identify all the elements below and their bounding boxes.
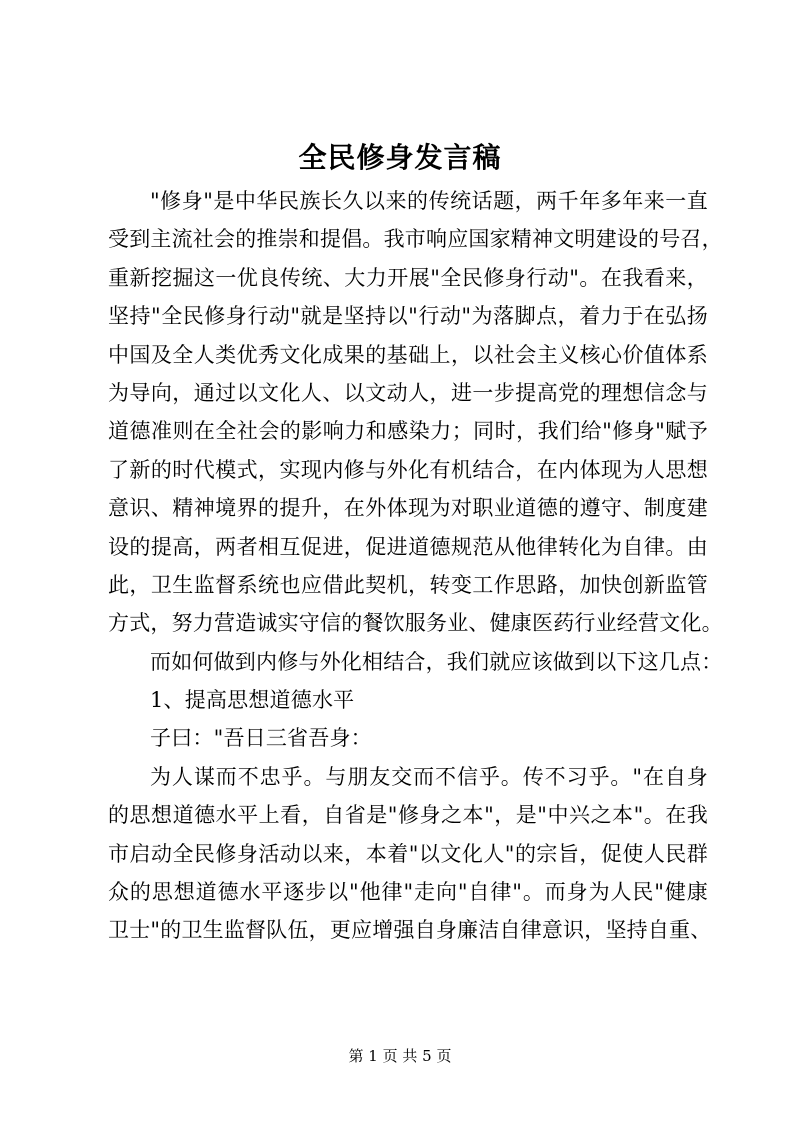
paragraph-line: 方式，努力营造诚实守信的餐饮服务业、健康医药行业经营文化。: [108, 611, 723, 636]
paragraph-line: 为人谋而不忠乎。与朋友交而不信乎。传不习乎。"在自身: [150, 764, 708, 789]
paragraph-line: 重新挖掘这一优良传统、大力开展"全民修身行动"。在我看来，: [108, 265, 708, 290]
paragraph-line: 坚持"全民修身行动"就是坚持以"行动"为落脚点，着力于在弘扬: [108, 304, 708, 329]
paragraph-line: 卫士"的卫生监督队伍，更应增强自身廉洁自律意识，坚持自重、: [108, 918, 712, 943]
paragraph-line: 受到主流社会的推崇和提倡。我市响应国家精神文明建设的号召，: [108, 227, 723, 252]
document-title: 全民修身发言稿: [298, 141, 502, 174]
paragraph-line: 为导向，通过以文化人、以文动人，进一步提高党的理想信念与: [108, 380, 708, 405]
paragraph-line: 的思想道德水平上看，自省是"修身之本"，是"中兴之本"。在我: [108, 803, 708, 828]
paragraph-line: 而如何做到内修与外化相结合，我们就应该做到以下这几点：: [150, 649, 723, 674]
paragraph-line: 了新的时代模式，实现内修与外化有机结合，在内体现为人思想: [108, 457, 708, 482]
paragraph-line: 设的提高，两者相互促进，促进道德规范从他律转化为自律。由: [108, 534, 708, 559]
paragraph-line: 众的思想道德水平逐步以"他律"走向"自律"。而身为人民"健康: [108, 880, 708, 905]
paragraph-line: 中国及全人类优秀文化成果的基础上，以社会主义核心价值体系: [108, 342, 708, 367]
paragraph-line: 意识、精神境界的提升，在外体现为对职业道德的遵守、制度建: [108, 496, 708, 521]
paragraph-line: 此，卫生监督系统也应借此契机，转变工作思路，加快创新监管: [108, 572, 708, 597]
paragraph-line: 市启动全民修身活动以来，本着"以文化人"的宗旨，促使人民群: [108, 841, 708, 866]
paragraph-line: 子曰："吾日三省吾身：: [150, 726, 372, 751]
section-heading: 1、提高思想道德水平: [150, 688, 355, 713]
paragraph-line: "修身"是中华民族长久以来的传统话题，两千年多年来一直: [150, 189, 708, 213]
paragraph-line: 道德准则在全社会的影响力和感染力；同时，我们给"修身"赋予: [108, 419, 708, 444]
page-number: 第 1 页 共 5 页: [348, 1047, 452, 1065]
document-body: [108, 182, 723, 950]
